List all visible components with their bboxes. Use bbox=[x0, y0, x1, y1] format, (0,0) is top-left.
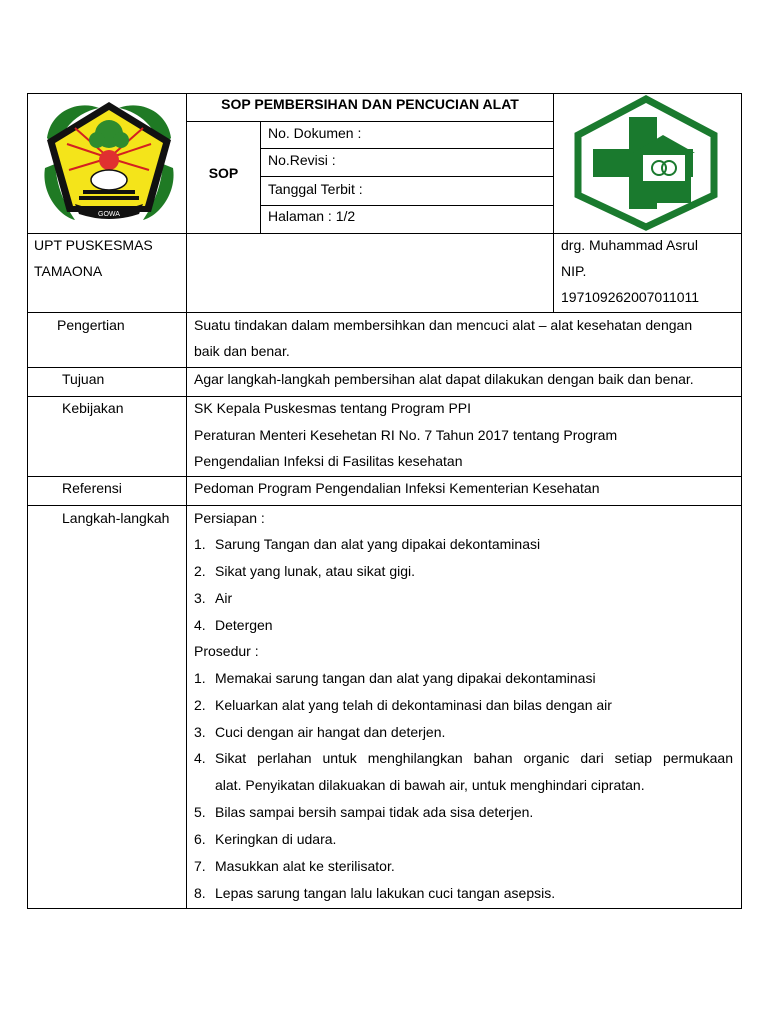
table-border-bottom bbox=[27, 908, 742, 909]
pengertian-text-1: Suatu tindakan dalam membersihkan dan mencuci alat – alat kesehatan dengan bbox=[194, 317, 693, 333]
section-line-referensi bbox=[27, 476, 742, 477]
puskesmas-cross-emblem bbox=[571, 95, 721, 231]
nip-number: 197109262007011011 bbox=[561, 289, 700, 305]
doc-row-line-3 bbox=[260, 205, 554, 206]
persiapan-num-1: 1. bbox=[194, 536, 206, 552]
kebijakan-text-3: Pengendalian Infeksi di Fasilitas kesehatan bbox=[194, 453, 463, 469]
institution-line-1: UPT PUSKESMAS bbox=[34, 237, 153, 253]
revision-number: No.Revisi : bbox=[268, 152, 336, 168]
table-border-right bbox=[741, 93, 742, 909]
kebijakan-text-1: SK Kepala Puskesmas tentang Program PPI bbox=[194, 400, 472, 416]
section-label-langkah: Langkah-langkah bbox=[62, 510, 170, 526]
section-label-kebijakan: Kebijakan bbox=[62, 400, 124, 416]
section-line-tujuan bbox=[27, 367, 742, 368]
section-label-referensi: Referensi bbox=[62, 480, 122, 496]
persiapan-item-2: Sikat yang lunak, atau sikat gigi. bbox=[215, 563, 416, 579]
persiapan-item-1: Sarung Tangan dan alat yang dipakai dekontaminasi bbox=[215, 536, 541, 552]
persiapan-title: Persiapan : bbox=[194, 510, 265, 526]
prosedur-num-7: 7. bbox=[194, 858, 206, 874]
tujuan-text: Agar langkah-langkah pembersihan alat dapat dilakukan dengan baik dan benar. bbox=[194, 371, 694, 387]
pengertian-text-2: baik dan benar. bbox=[194, 343, 290, 359]
page-number: Halaman : 1/2 bbox=[268, 208, 356, 224]
signatory-name: drg. Muhammad Asrul bbox=[561, 237, 698, 253]
prosedur-item-4: Sikat perlahan untuk menghilangkan bahan organic dari setiap permukaan bbox=[215, 750, 733, 766]
prosedur-item-1: Memakai sarung tangan dan alat yang dipakai dekontaminasi bbox=[215, 670, 596, 686]
persiapan-num-4: 4. bbox=[194, 617, 206, 633]
doc-number: No. Dokumen : bbox=[268, 125, 362, 141]
prosedur-num-5: 5. bbox=[194, 804, 206, 820]
persiapan-item-3: Air bbox=[215, 590, 233, 606]
persiapan-num-3: 3. bbox=[194, 590, 206, 606]
sop-label: SOP bbox=[208, 165, 239, 181]
referensi-text: Pedoman Program Pengendalian Infeksi Kementerian Kesehatan bbox=[194, 480, 600, 496]
prosedur-item-7: Masukkan alat ke sterilisator. bbox=[215, 858, 395, 874]
document-title: SOP PEMBERSIHAN DAN PENCUCIAN ALAT bbox=[221, 96, 519, 112]
persiapan-item-4: Detergen bbox=[215, 617, 273, 633]
doc-row-line-1 bbox=[260, 148, 554, 149]
prosedur-item-2: Keluarkan alat yang telah di dekontaminasi dan bilas dengan air bbox=[215, 697, 612, 713]
prosedur-num-1: 1. bbox=[194, 670, 206, 686]
gowa-regency-emblem bbox=[39, 98, 179, 228]
prosedur-item-8: Lepas sarung tangan lalu lakukan cuci tangan asepsis. bbox=[215, 885, 556, 901]
prosedur-num-2: 2. bbox=[194, 697, 206, 713]
institution-line-2: TAMAONA bbox=[34, 263, 103, 279]
prosedur-num-4: 4. bbox=[194, 750, 206, 766]
section-label-tujuan: Tujuan bbox=[62, 371, 105, 387]
kebijakan-text-2: Peraturan Menteri Kesehetan RI No. 7 Tahun 2017 tentang Program bbox=[194, 427, 618, 443]
table-border-left bbox=[27, 93, 28, 909]
prosedur-item-6: Keringkan di udara. bbox=[215, 831, 337, 847]
prosedur-item-3: Cuci dengan air hangat dan deterjen. bbox=[215, 724, 446, 740]
section-line-langkah bbox=[27, 505, 742, 506]
column-divider-main bbox=[186, 93, 187, 909]
header-bottom-line bbox=[27, 233, 742, 234]
prosedur-num-6: 6. bbox=[194, 831, 206, 847]
emblem-banner-text: GOWA bbox=[98, 211, 120, 218]
title-underline bbox=[186, 121, 554, 122]
prosedur-item-5: Bilas sampai bersih sampai tidak ada sisa deterjen. bbox=[215, 804, 534, 820]
persiapan-num-2: 2. bbox=[194, 563, 206, 579]
prosedur-item-4-cont: alat. Penyikatan dilakuakan di bawah air, untuk menghindari cipratan. bbox=[215, 777, 645, 793]
section-line-kebijakan bbox=[27, 396, 742, 397]
prosedur-num-3: 3. bbox=[194, 724, 206, 740]
section-label-pengertian: Pengertian bbox=[57, 317, 125, 333]
column-divider-right bbox=[553, 93, 554, 313]
nip-label: NIP. bbox=[561, 263, 587, 279]
prosedur-title: Prosedur : bbox=[194, 643, 259, 659]
date-issued: Tanggal Terbit : bbox=[268, 181, 363, 197]
prosedur-num-8: 8. bbox=[194, 885, 206, 901]
table-border-top bbox=[27, 93, 742, 94]
sop-column-divider bbox=[260, 121, 261, 234]
section-line-pengertian bbox=[27, 312, 742, 313]
doc-row-line-2 bbox=[260, 176, 554, 177]
